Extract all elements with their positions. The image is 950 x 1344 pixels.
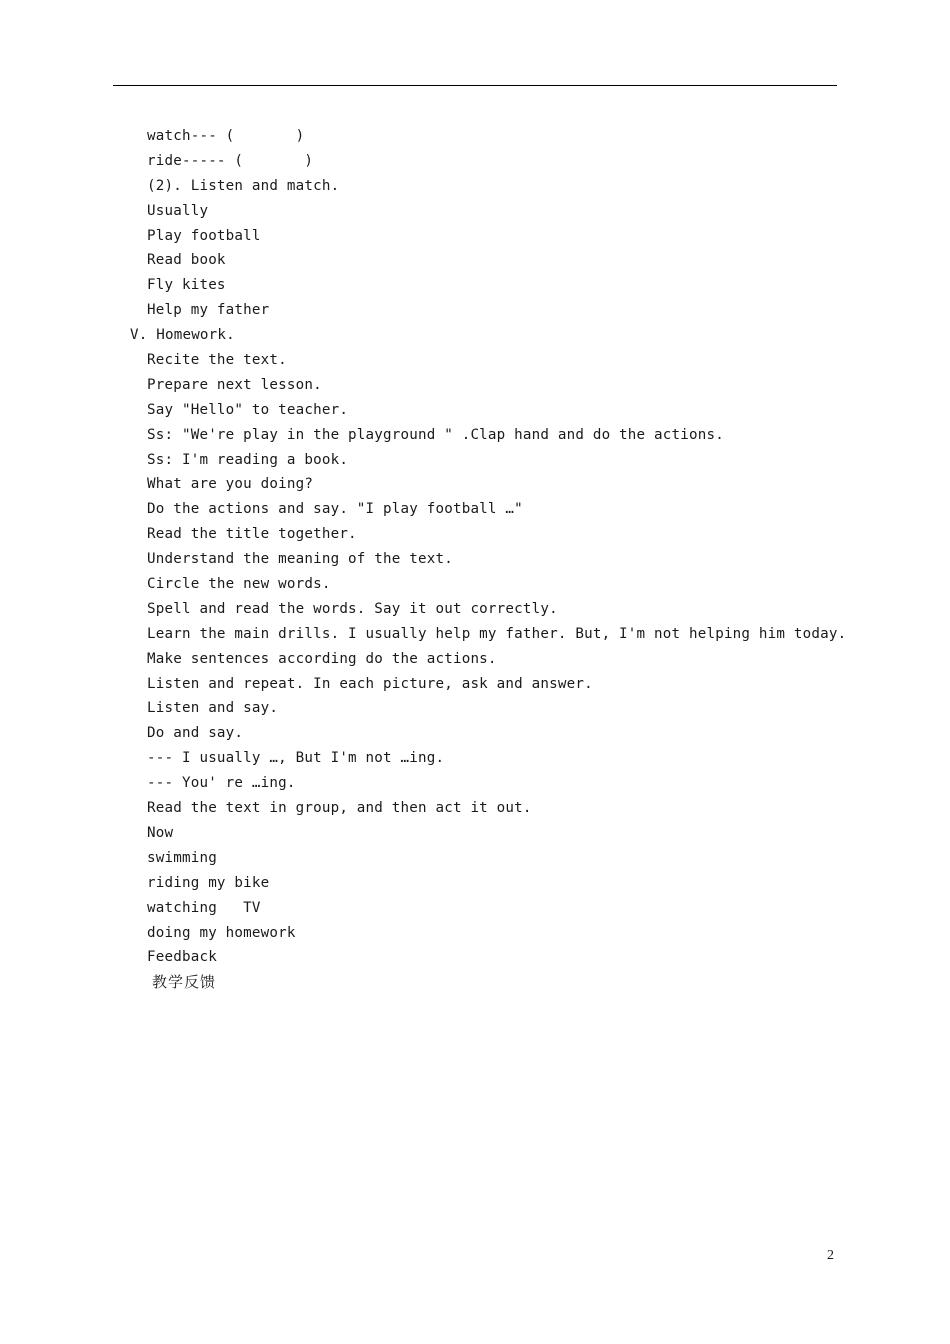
text-line: Read book xyxy=(147,252,226,269)
document-body xyxy=(0,124,950,995)
text-line: Circle the new words. xyxy=(147,576,331,593)
text-line: Say "Hello" to teacher. xyxy=(147,401,349,418)
text-line: Learn the main drills. I usually help my father. But, I'm not helping him today. xyxy=(147,625,847,642)
text-line: Do and say. xyxy=(147,725,244,742)
text-line: Listen and say. xyxy=(147,700,279,717)
text-line: Spell and read the words. Say it out correctly. xyxy=(147,600,558,617)
text-line: watch--- ( ) xyxy=(147,128,305,144)
text-line: Read the text in group, and then act it out. xyxy=(147,800,532,817)
text-line: Play football xyxy=(147,227,261,244)
text-line: Help my father xyxy=(147,302,270,319)
text-line: Understand the meaning of the text. xyxy=(147,551,453,568)
text-line: watching TV xyxy=(147,899,261,916)
text-line: Recite the text. xyxy=(147,352,287,369)
text-line: Make sentences according do the actions. xyxy=(147,650,497,667)
text-line: ride----- ( ) xyxy=(147,152,314,169)
text-line: Usually xyxy=(147,202,209,219)
text-line: Listen and repeat. In each picture, ask and answer. xyxy=(147,675,593,692)
text-line: Do the actions and say. "I play football …" xyxy=(147,501,523,518)
text-line: Read the title together. xyxy=(147,526,357,543)
text-line: doing my homework xyxy=(147,924,296,941)
text-line: swimming xyxy=(147,849,217,866)
text-line: 教学反馈 xyxy=(152,973,217,992)
text-line: --- You' re …ing. xyxy=(147,775,296,792)
text-line: --- I usually …, But I'm not …ing. xyxy=(147,750,445,767)
header-rule xyxy=(113,85,837,86)
text-line: V. Homework. xyxy=(130,327,235,344)
text-line: Ss: "We're play in the playground " .Clap hand and do the actions. xyxy=(147,426,724,443)
text-line: Now xyxy=(147,824,174,841)
text-line: (2). Listen and match. xyxy=(147,177,340,194)
text-line: Feedback xyxy=(147,949,217,966)
text-line: Prepare next lesson. xyxy=(147,376,322,393)
text-line: Ss: I'm reading a book. xyxy=(147,451,349,468)
text-line: What are you doing? xyxy=(147,476,314,493)
text-line: riding my bike xyxy=(147,874,270,891)
page-number: 2 xyxy=(827,1248,834,1263)
text-line: Fly kites xyxy=(147,277,226,294)
